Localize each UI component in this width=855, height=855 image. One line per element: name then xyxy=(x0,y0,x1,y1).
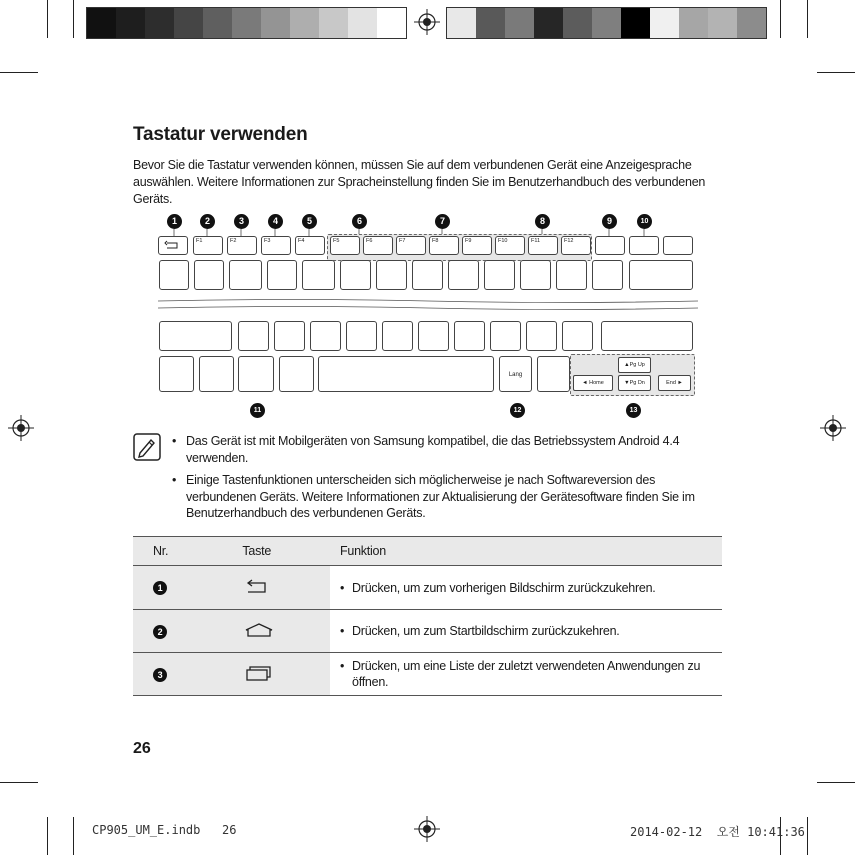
crop-mark xyxy=(817,782,855,783)
key-screen xyxy=(629,236,659,255)
table-row xyxy=(133,653,722,696)
registration-mark-icon xyxy=(820,415,846,441)
color-swatch xyxy=(447,8,476,38)
crop-mark xyxy=(817,72,855,73)
key xyxy=(418,321,449,351)
color-swatch xyxy=(377,8,406,38)
key-cell xyxy=(207,653,330,696)
key-f10: F10 xyxy=(495,236,525,255)
color-swatch xyxy=(116,8,145,38)
callout-12: 12 xyxy=(510,403,525,418)
callout-3: 3 xyxy=(234,214,249,229)
color-swatch xyxy=(319,8,348,38)
key xyxy=(490,321,521,351)
color-swatch xyxy=(592,8,621,38)
function-table xyxy=(133,536,722,696)
key xyxy=(238,321,269,351)
crop-mark xyxy=(47,817,48,855)
header-nr: Nr. xyxy=(133,537,207,566)
key xyxy=(484,260,515,290)
key xyxy=(199,356,234,392)
callout-13: 13 xyxy=(626,403,641,418)
key xyxy=(159,356,194,392)
color-swatch xyxy=(145,8,174,38)
key-f6: F6 xyxy=(363,236,393,255)
recent-apps-icon xyxy=(244,664,272,682)
row-number: 3 xyxy=(133,653,207,696)
crop-mark xyxy=(0,782,38,783)
keyboard-illustration xyxy=(150,214,705,414)
note-item: • Einige Tastenfunktionen unterscheiden sich möglicherweise je nach Softwareversion des verbundenen Geräts. Weitere Informationen zur Aktualisierung der Gerätesoftware finden Sie im Benutzerhandbuch des verbundenen Geräts. xyxy=(172,472,712,522)
key-power xyxy=(663,236,693,255)
key-f11: F11 xyxy=(528,236,558,255)
note-item: • Das Gerät ist mit Mobilgeräten von Samsung kompatibel, die das Betriebssystem Android 4.4 verwenden. xyxy=(172,433,712,466)
registration-mark-icon xyxy=(414,816,440,842)
key xyxy=(556,260,587,290)
key-f9: F9 xyxy=(462,236,492,255)
callout-5: 5 xyxy=(302,214,317,229)
color-swatch xyxy=(650,8,679,38)
callout-8: 8 xyxy=(535,214,550,229)
key xyxy=(537,356,570,392)
color-swatch xyxy=(261,8,290,38)
color-swatch xyxy=(534,8,563,38)
color-swatch xyxy=(476,8,505,38)
crop-mark xyxy=(0,72,38,73)
home-icon xyxy=(244,622,274,638)
page-number: 26 xyxy=(133,740,151,757)
crop-mark xyxy=(47,0,48,38)
note-icon xyxy=(133,433,161,461)
footer-filename: CP905_UM_E.indb 26 xyxy=(92,823,237,837)
crop-mark xyxy=(807,0,808,38)
key xyxy=(448,260,479,290)
color-swatch xyxy=(174,8,203,38)
key-f3: F3 xyxy=(261,236,291,255)
key-pgup: ▲Pg Up xyxy=(618,357,651,373)
table-header-row xyxy=(133,537,722,566)
key xyxy=(601,321,693,351)
key xyxy=(346,321,377,351)
footer-timestamp: 2014-02-12 오전 10:41:36 xyxy=(630,825,805,839)
key-end: End ► xyxy=(658,375,691,391)
callout-7: 7 xyxy=(435,214,450,229)
table-row xyxy=(133,610,722,653)
key xyxy=(412,260,443,290)
color-swatch xyxy=(203,8,232,38)
key-cell xyxy=(207,566,330,610)
callout-10: 10 xyxy=(637,214,652,229)
header-key: Taste xyxy=(207,537,330,566)
key-f1: F1 xyxy=(193,236,223,255)
function-cell: • Drücken, um zum Startbildschirm zurückzukehren. xyxy=(330,610,722,653)
key-lang: Lang xyxy=(499,356,532,392)
key xyxy=(340,260,371,290)
key xyxy=(520,260,551,290)
crop-mark xyxy=(807,817,808,855)
key xyxy=(267,260,297,290)
color-bar-left xyxy=(86,7,407,39)
key-f7: F7 xyxy=(396,236,426,255)
color-swatch xyxy=(679,8,708,38)
color-swatch xyxy=(290,8,319,38)
key-pgdn: ▼Pg Dn xyxy=(618,375,651,391)
key xyxy=(229,260,262,290)
crop-mark xyxy=(73,0,74,38)
key-f12: F12 xyxy=(561,236,591,255)
callout-1: 1 xyxy=(167,214,182,229)
key-space xyxy=(318,356,494,392)
color-swatch xyxy=(737,8,766,38)
registration-mark-icon xyxy=(8,415,34,441)
back-icon xyxy=(244,578,268,594)
callout-2: 2 xyxy=(200,214,215,229)
page-title: Tastatur verwenden xyxy=(133,124,308,145)
function-cell: • Drücken, um zum vorherigen Bildschirm zurückzukehren. xyxy=(330,566,722,610)
key-f2: F2 xyxy=(227,236,257,255)
crop-mark xyxy=(73,817,74,855)
key xyxy=(274,321,305,351)
key xyxy=(382,321,413,351)
color-swatch xyxy=(348,8,377,38)
key xyxy=(159,260,189,290)
color-swatch xyxy=(505,8,534,38)
key xyxy=(310,321,341,351)
color-swatch xyxy=(232,8,261,38)
row-number: 1 xyxy=(133,566,207,610)
crop-mark xyxy=(780,0,781,38)
color-swatch xyxy=(708,8,737,38)
key-f5: F5 xyxy=(330,236,360,255)
key xyxy=(592,260,623,290)
color-swatch xyxy=(87,8,116,38)
intro-paragraph: Bevor Sie die Tastatur verwenden können, müssen Sie auf dem verbundenen Gerät eine Anzeigesprache auswählen. Weitere Informationen zur Spracheinstellung finden Sie im Benutzerhandbuch des verbundenen Geräts. xyxy=(133,158,706,206)
key-home: ◄ Home xyxy=(573,375,613,391)
notes-list xyxy=(172,433,712,528)
keyboard-break-lines xyxy=(158,298,698,312)
callout-9: 9 xyxy=(602,214,617,229)
key-find xyxy=(595,236,625,255)
key xyxy=(279,356,314,392)
registration-mark-icon xyxy=(414,9,440,35)
header-function: Funktion xyxy=(330,537,722,566)
key-cell xyxy=(207,610,330,653)
row-number: 2 xyxy=(133,610,207,653)
callout-4: 4 xyxy=(268,214,283,229)
key-back xyxy=(158,236,188,255)
key-f8: F8 xyxy=(429,236,459,255)
table-row xyxy=(133,566,722,610)
key xyxy=(194,260,224,290)
key-f4: F4 xyxy=(295,236,325,255)
key xyxy=(376,260,407,290)
color-swatch xyxy=(621,8,650,38)
function-cell: • Drücken, um eine Liste der zuletzt verwendeten Anwendungen zu öffnen. xyxy=(330,653,722,696)
key xyxy=(302,260,335,290)
key xyxy=(629,260,693,290)
key-screen-capture xyxy=(238,356,274,392)
color-bar-right xyxy=(446,7,767,39)
callout-11: 11 xyxy=(250,403,265,418)
key xyxy=(562,321,593,351)
key xyxy=(454,321,485,351)
color-swatch xyxy=(563,8,592,38)
key xyxy=(526,321,557,351)
key xyxy=(159,321,232,351)
callout-6: 6 xyxy=(352,214,367,229)
